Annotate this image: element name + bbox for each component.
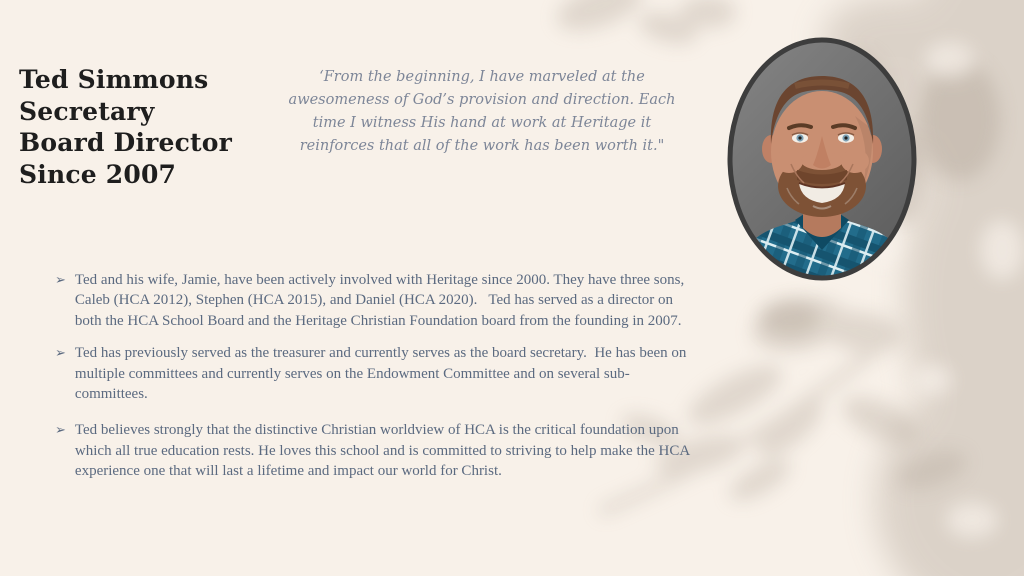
list-item (55, 343, 700, 404)
bullet-text: Ted has previously served as the treasurer and currently serves as the board secretary. He has been on multiple committees and currently serves on the Endowment Committee and on several sub-committees. (74, 345, 691, 402)
portrait-illustration (725, 36, 919, 282)
page-title (19, 64, 289, 190)
title-line-role: Secretary (19, 96, 155, 126)
list-item (55, 270, 700, 331)
list-item (55, 420, 700, 481)
title-line-board: Board Director (19, 128, 233, 157)
bio-bullet-list (55, 270, 700, 494)
title-line-tenure: Since 2007 (19, 159, 177, 189)
quote-text: ‘From the beginning, I have marveled at the awesomeness of God’s provision and direction. Each time I witness His hand at work at Heritage it reinforces that all of the work has been worth it." (288, 69, 676, 154)
title-line-name: Ted Simmons (19, 65, 209, 94)
arrow-bullet-icon: ➢ (55, 272, 66, 287)
arrow-bullet-icon: ➢ (55, 422, 66, 438)
arrow-bullet-icon: ➢ (55, 345, 66, 361)
portrait-photo (725, 36, 919, 282)
bullet-text: Ted and his wife, Jamie, have been actively involved with Heritage since 2000. They have three sons, Caleb (HCA 2012), Stephen (HCA 2015), and Daniel (HCA 2020). Ted has served as a director on both the HCA School Board and the Heritage Christian Foundation board from the founding in 2007. (74, 272, 688, 329)
bullet-text: Ted believes strongly that the distinctive Christian worldview of HCA is the critical foundation upon which all true education rests. He loves this school and is committed to striving to help make the HCA experience one that will last a lifetime and impact our world for Christ. (74, 422, 694, 480)
